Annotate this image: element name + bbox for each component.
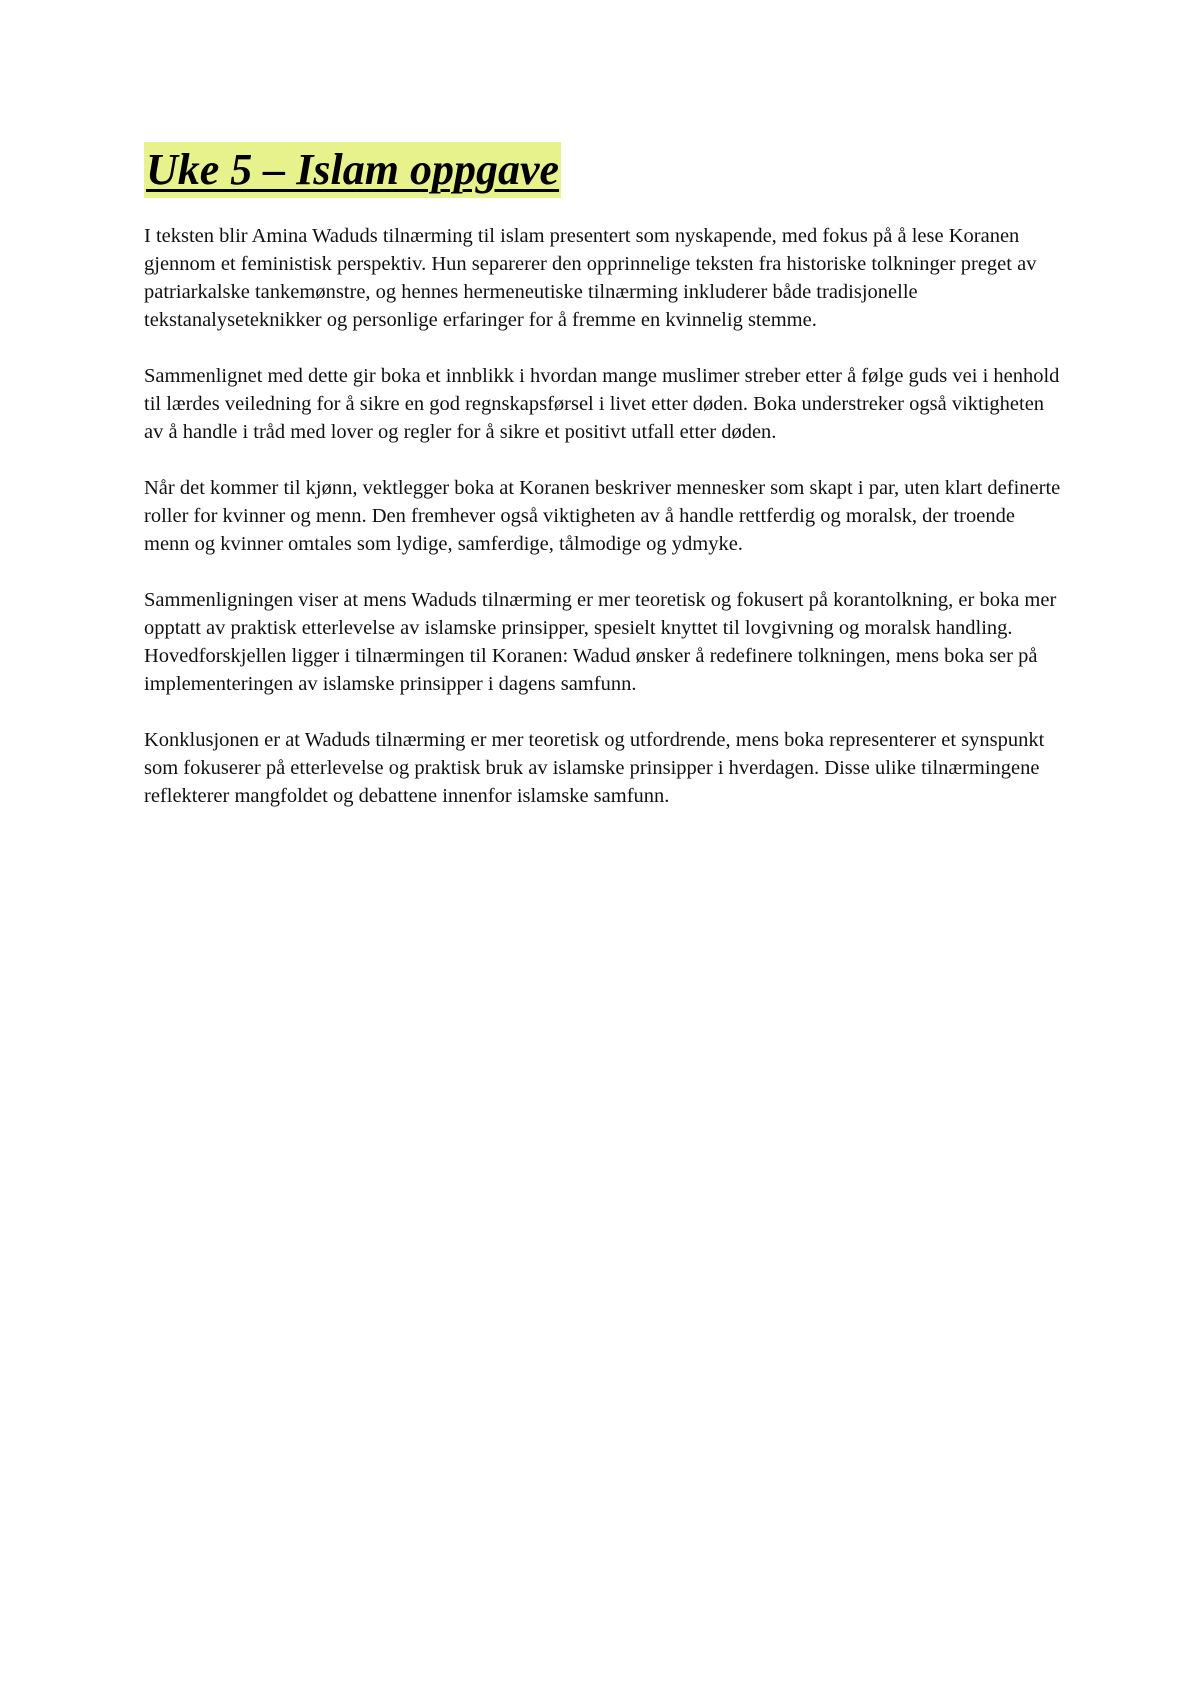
paragraph-5: Konklusjonen er at Waduds tilnærming er mer teoretisk og utfordrende, mens boka representerer et synspunkt som fokuserer på etterlevelse og praktisk bruk av islamske prinsipper i hverdagen. Disse ulike tilnærmingene reflekterer mangfoldet og debattene innenfor islamske samfunn. [144,729,1045,807]
paragraph-3: Når det kommer til kjønn, vektlegger boka at Koranen beskriver mennesker som skapt i par, uten klart definerte roller for kvinner og menn. Den fremhever også viktigheten av å handle rettferdig og moralsk, der troende menn og kvinner omtales som lydige, samferdige, tålmodige og ydmyke. [144,477,1061,555]
document-title: Uke 5 – Islam oppgave [144,142,561,198]
paragraph-4: Sammenligningen viser at mens Waduds tilnærming er mer teoretisk og fokusert på korantolkning, er boka mer opptatt av praktisk etterlevelse av islamske prinsipper, spesielt knyttet til lovgivning og moralsk handling. Hovedforskjellen ligger i tilnærmingen til Koranen: Wadud ønsker å redefinere tolkningen, mens boka ser på implementeringen av islamske prinsipper i dagens samfunn. [144,589,1057,695]
document-body [144,222,1064,810]
paragraph-1: I teksten blir Amina Waduds tilnærming til islam presentert som nyskapende, med fokus på å lese Koranen gjennom et feministisk perspektiv. Hun separerer den opprinnelige teksten fra historiske tolkninger preget av patriarkalske tankemønstre, og hennes hermeneutiske tilnærming inkluderer både tradisjonelle tekstanalyseteknikker og personlige erfaringer for å fremme en kvinnelig stemme. [144,225,1037,331]
paragraph-2: Sammenlignet med dette gir boka et innblikk i hvordan mange muslimer streber etter å følge guds vei i henhold til lærdes veiledning for å sikre en god regnskapsførsel i livet etter døden. Boka understreker også viktigheten av å handle i tråd med lover og regler for å sikre et positivt utfall etter døden. [144,365,1060,443]
document-content [144,142,1064,838]
